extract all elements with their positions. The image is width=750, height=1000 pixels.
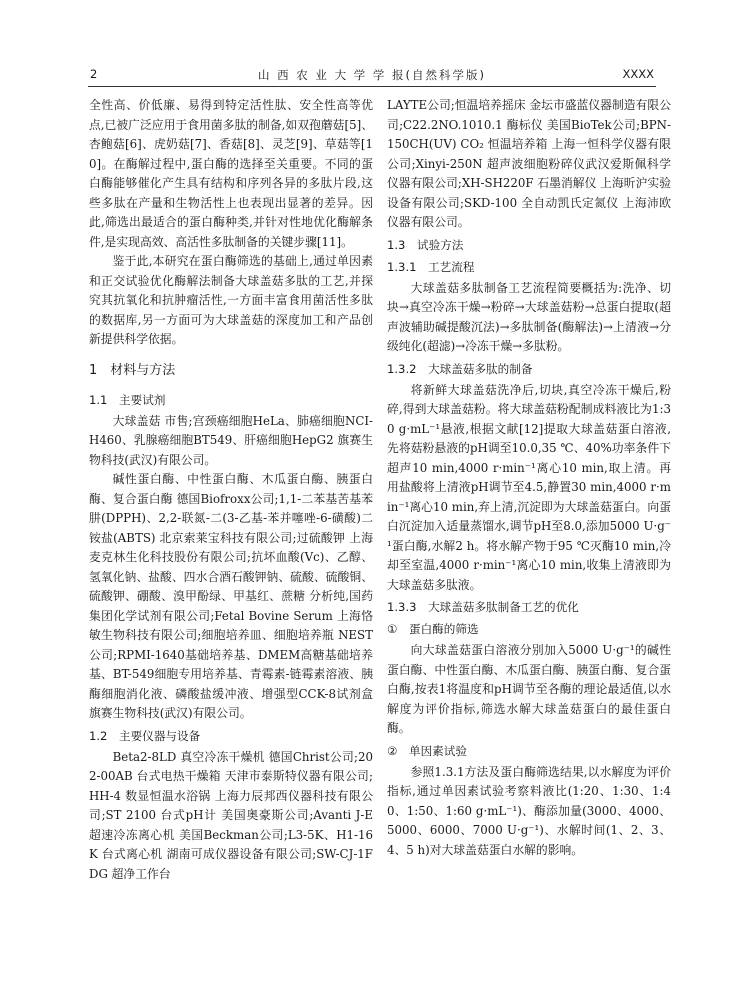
journal-title: 山 西 农 业 大 学 学 报(自然科学版): [257, 68, 487, 82]
item-heading-enzyme-screening: ① 蛋白酶的筛选: [387, 622, 479, 636]
instruments-paragraph-continued: LAYTE公司;恒温培养摇床 金坛市盛蓝仪器制造有限公司;C22.2NO.1010.1 酶标仪 美国BioTek公司;BPN-150CH(UV) CO₂ 恒温培养箱 上海一恒科学仪器有限公司;Xinyi-250N 超声波细胞粉碎仪武汉爱斯佩科学仪器有限公司;XH-SH220F 石墨消解仪 上海昕沪实验设备有限公司;SKD-100 全自动凯氏定氮仪 上海沛欧仪器有限公司。: [387, 98, 671, 229]
subsection-heading-instruments: 1.2 主要仪器与设备: [89, 728, 201, 743]
running-header: [88, 64, 656, 87]
subsubsection-heading-peptide-preparation: 1.3.2 大球盖菇多肽的制备: [387, 361, 533, 376]
peptide-preparation-paragraph: 将新鲜大球盖菇洗净后,切块,真空冷冻干燥后,粉碎,得到大球盖菇粉。将大球盖菇粉配制成料液比为1:30 g·mL⁻¹悬液,根据文献[12]提取大球盖菇蛋白溶液,先将菇粉悬液的pH调至10.0,35 ℃、40%功率条件下超声10 min,4000 r·min⁻¹离心10 min,取上清。再用盐酸将上清液pH调节至4.5,静置30 min,4000 r·min⁻¹离心10 min,弃上清,沉淀即为大球盖菇蛋白。向蛋白沉淀加入适量蒸馏水,调节pH至8.0,添加5000 U·g⁻¹蛋白酶,水解2 h。将水解产物于95 ℃灭酶10 min,冷却至室温,4000 r·min⁻¹离心10 min,收集上清液即为大球盖菇多肽液。: [387, 382, 671, 592]
right-column: [387, 96, 671, 860]
item-heading-single-factor: ② 单因素试验: [387, 743, 467, 758]
section-heading-materials-methods: 1 材料与方法: [89, 362, 176, 378]
intro-paragraph-1: 全性高、价低廉、易得到特定活性肽、安全性高等优点,已被广泛应用于食用菌多肽的制备,如双孢蘑菇[5]、杏鲍菇[6]、虎奶菇[7]、香菇[8]、灵芝[9]、草菇等[10]。在酶解过程中,蛋白酶的选择至关重要。不同的蛋白酶能够催化产生具有结构和序列各异的多肽片段,这些多肽在产量和生物活性上也表现出显著的差异。因此,筛选出最适合的蛋白酶种类,并针对性地优化酶解条件,是实现高效、高活性多肽制备的关键步骤[11]。: [89, 98, 373, 249]
journal-code: XXXX: [622, 67, 654, 81]
enzyme-screening-paragraph: 向大球盖菇蛋白溶液分别加入5000 U·g⁻¹的碱性蛋白酶、中性蛋白酶、木瓜蛋白酶、胰蛋白酶、复合蛋白酶,按表1将温度和pH调节至各酶的理论最适值,以水解度为评价指标,筛选水解大球盖菇蛋白的最佳蛋白酶。: [387, 643, 671, 735]
reagents-paragraph-1: 大球盖菇 市售;宫颈癌细胞HeLa、肺癌细胞NCI-H460、乳腺癌细胞BT549、肝癌细胞HepG2 旗赛生物科技(武汉)有限公司。: [89, 413, 373, 467]
subsubsection-heading-process-flow: 1.3.1 工艺流程: [387, 259, 475, 274]
subsection-heading-methods: 1.3 试验方法: [387, 237, 464, 252]
subsubsection-heading-optimization: 1.3.3 大球盖菇多肽制备工艺的优化: [387, 600, 579, 614]
left-column: [89, 96, 373, 884]
subsection-heading-reagents: 1.1 主要试剂: [89, 392, 166, 407]
single-factor-paragraph: 参照1.3.1方法及蛋白酶筛选结果,以水解度为评价指标,通过单因素试验考察料液比(1:20、1:30、1:40、1:50、1:60 g·mL⁻¹)、酶添加量(3000、4000、5000、6000、7000 U·g⁻¹)、水解时间(1、2、3、4、5 h)对大球盖菇蛋白水解的影响。: [387, 764, 671, 857]
page-number: 2: [90, 67, 98, 81]
process-flow-paragraph: 大球盖菇多肽制备工艺流程简要概括为:洗净、切块→真空冷冻干燥→粉碎→大球盖菇粉→总蛋白提取(超声波辅助碱提酸沉法)→多肽制备(酶解法)→上清液→分级纯化(超滤)→冷冻干燥→多肽粉。: [387, 280, 671, 353]
instruments-paragraph: Beta2-8LD 真空冷冻干燥机 德国Christ公司;202-00AB 台式电热干燥箱 天津市泰斯特仪器有限公司;HH-4 数显恒温水浴锅 上海力辰邦西仪器科技有限公司;ST 2100 台式pH计 美国奥豪斯公司;Avanti J-E 超速冷冻离心机 美国Beckman公司;L3-5K、H1-16K 台式离心机 湖南可成仪器设备有限公司;SW-CJ-1FDG 超净工作台: [89, 749, 373, 881]
intro-paragraph-2: 鉴于此,本研究在蛋白酶筛选的基础上,通过单因素和正交试验优化酶解法制备大球盖菇多肽的工艺,并探究其抗氧化和抗肿瘤活性,一方面丰富食用菌活性多肽的数据库,另一方面可为大球盖菇的深度加工和产品创新提供科学依据。: [89, 254, 373, 346]
reagents-paragraph-2: 碱性蛋白酶、中性蛋白酶、木瓜蛋白酶、胰蛋白酶、复合蛋白酶 德国Biofroxx公司;1,1-二苯基苦基苯肼(DPPH)、2,2-联氮-二(3-乙基-苯并噻唑-6-磺酸)二铵盐(ABTS) 北京索莱宝科技有限公司;过硫酸钾 上海麦克林生化科技股份有限公司;抗坏血酸(Vc)、乙醇、氢氧化钠、盐酸、四水合酒石酸钾钠、硫酸、硫酸铜、硫酸钾、硼酸、溴甲酚绿、甲基红、蔗糖 分析纯,国药集团化学试剂有限公司;Fetal Bovine Serum 上海恪敏生物科技有限公司;细胞培养皿、细胞培养瓶 NEST公司;RPMI-1640基础培养基、DMEM高糖基础培养基、BT-549细胞专用培养基、青霉素-链霉素溶液、胰酶细胞消化液、磷酸盐缓冲液、增强型CCK-8试剂盒 旗赛生物科技(武汉)有限公司。: [89, 472, 373, 720]
